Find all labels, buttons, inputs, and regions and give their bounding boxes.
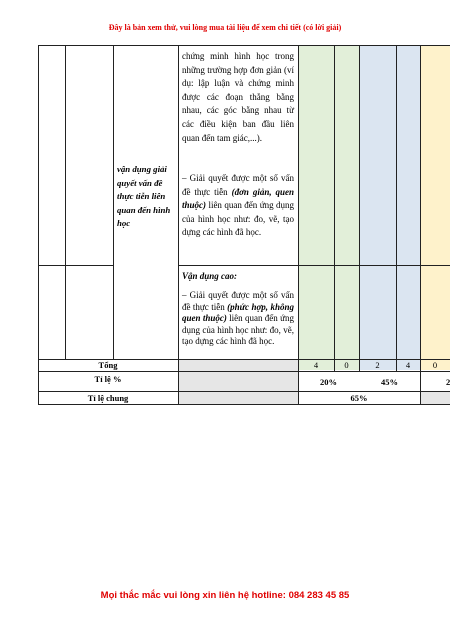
preview-notice: Đây là bản xem thử, vui lòng mua tài liệu để xem chi tiết (có lời giải) — [108, 23, 342, 32]
blue-column-b — [396, 45, 420, 370]
hotline-note: Mọi thắc mắc vui lòng xin liên hệ hotline: 084 283 45 85 — [100, 590, 350, 601]
grid-line — [38, 391, 450, 392]
grid-line — [38, 404, 450, 405]
practical-simple-prefix: – Giải quyết được một số vấn đề thực tiễn — [182, 173, 294, 197]
grid-line — [38, 45, 39, 404]
total-label: Tổng — [98, 360, 118, 370]
ratio-row-shade — [178, 371, 298, 391]
grid-line — [38, 265, 113, 266]
total-value: 0 — [344, 360, 349, 370]
grid-line — [38, 371, 450, 372]
grid-line — [359, 45, 360, 371]
green-column-b — [334, 45, 359, 370]
blue-column-a — [359, 45, 396, 370]
ratio-value: 45% — [381, 377, 398, 387]
practical-simple-suffix: liên quan đến ứng dụng của hình học như: đo, vẽ, tạo dựng các hình đã học. — [182, 200, 294, 238]
overall-row-shade — [178, 391, 298, 404]
grid-line — [334, 45, 335, 371]
total-value: 4 — [313, 360, 319, 370]
practical-complex-suffix: liên quan đến ứng dụng của hình học như: đo, vẽ, tạo dựng các hình đã học. — [182, 313, 294, 347]
grid-line — [178, 45, 179, 404]
overall-right-shade — [420, 391, 450, 404]
overall-label: Tỉ lệ chung — [87, 393, 129, 403]
total-value: 0 — [432, 360, 438, 370]
grid-line — [178, 265, 450, 266]
total-row-shade — [178, 359, 298, 371]
practical-complex-prefix: – Giải quyết được một số vấn đề thực tiễn — [182, 290, 294, 312]
yellow-column — [420, 45, 450, 370]
grid-line — [38, 45, 450, 46]
practical-complex — [182, 290, 294, 348]
description-continued: chứng minh hình học trong những trường hợp đơn giản (ví dụ: lập luận và chứng minh được các đoạn thẳng bằng nhau, các góc bằng nhau từ các điều kiện ban đầu liên quan đến tam giác,...). — [182, 51, 294, 143]
topic-label: vận dụng giải quyết vấn đề thực tiễn liên quan đến hình học — [117, 164, 171, 229]
practical-simple — [182, 172, 294, 240]
green-column-a — [298, 45, 334, 370]
grid-line — [420, 45, 421, 404]
high-level-heading: Vận dụng cao: — [182, 271, 238, 281]
grid-line — [65, 45, 66, 359]
grid-line — [113, 45, 114, 359]
ratio-value: 2 — [446, 377, 450, 387]
total-value: 2 — [375, 360, 380, 370]
grid-line — [396, 45, 397, 371]
practical-simple-emphasis: (đơn giản, quen thuộc) — [182, 186, 294, 211]
ratio-value: 20% — [320, 377, 337, 387]
grid-line — [298, 45, 299, 404]
total-value: 4 — [405, 360, 411, 370]
practical-complex-emphasis: (phức hợp, không quen thuộc) — [182, 301, 294, 324]
overall-value: 65% — [350, 393, 368, 403]
ratio-label: Tỉ lệ % — [94, 374, 122, 384]
